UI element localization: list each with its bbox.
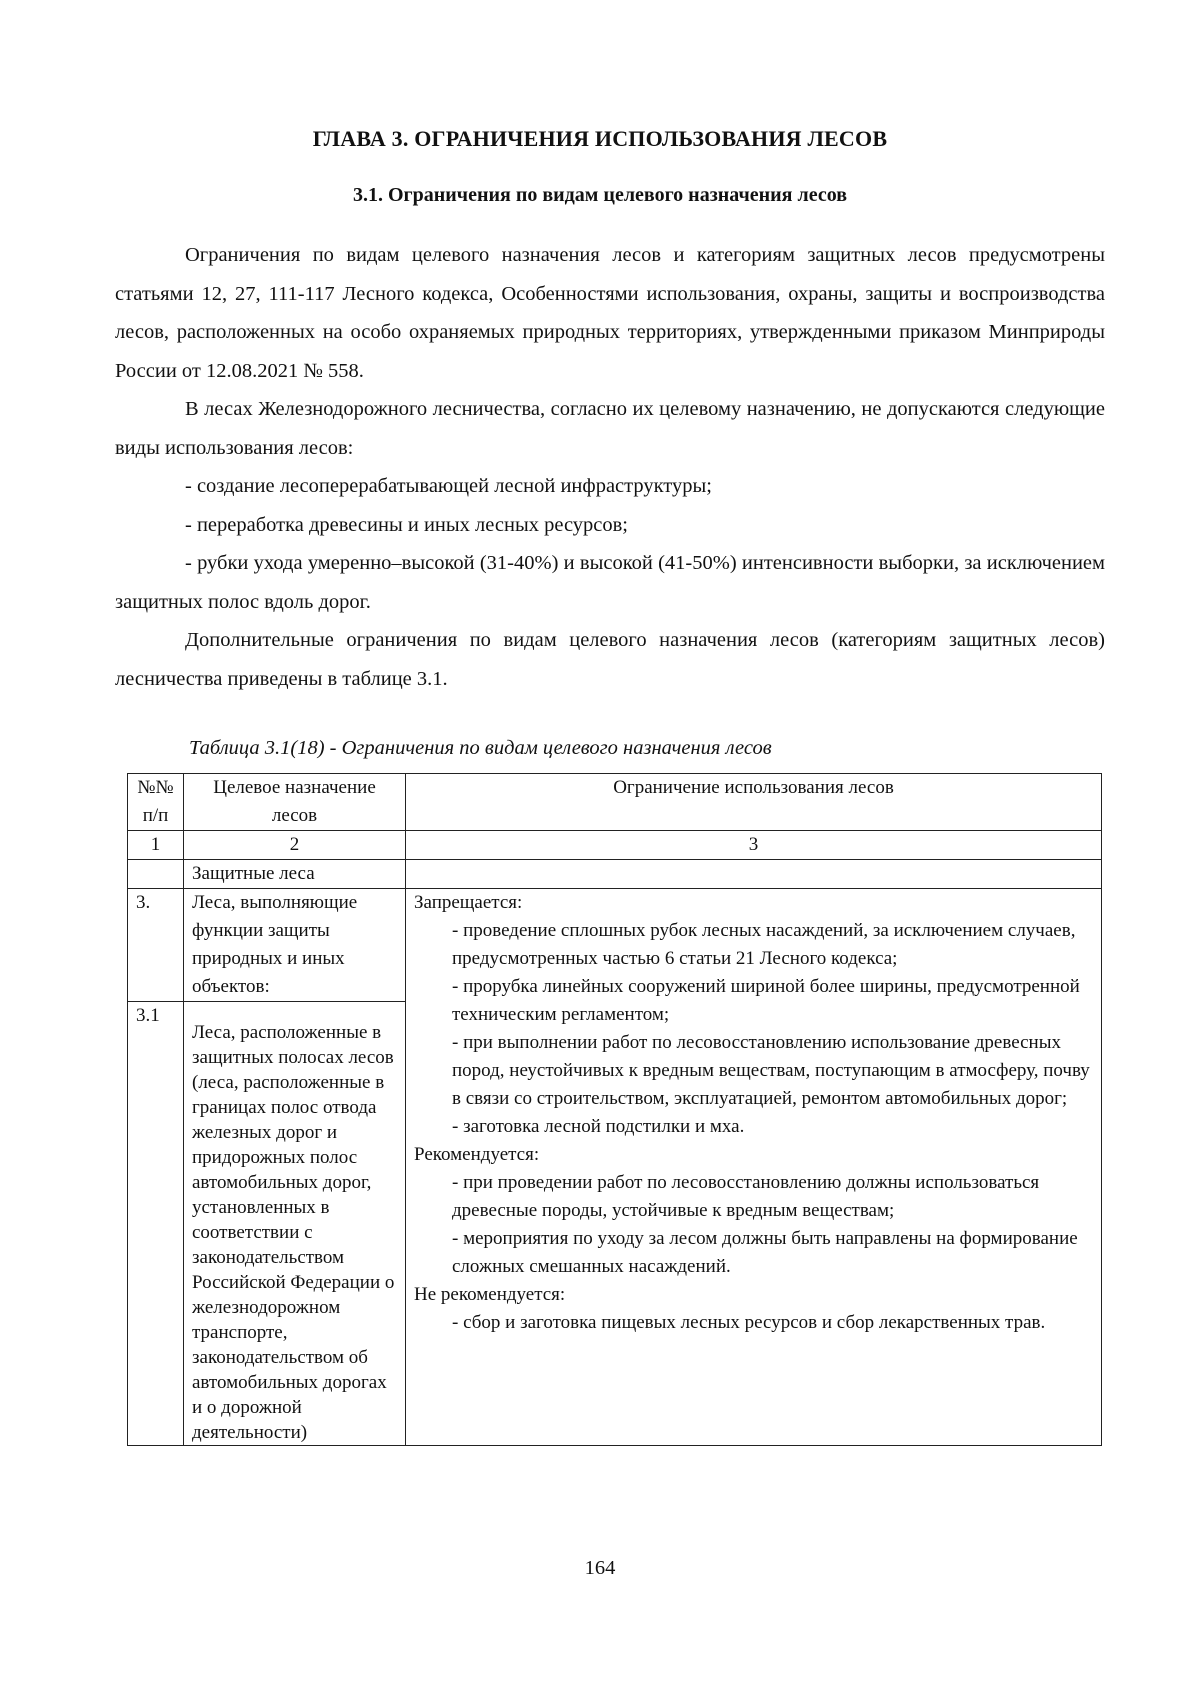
restriction-cell [406, 889, 1102, 1446]
page-number: 164 [584, 1557, 616, 1579]
restriction-item: - заготовка лесной подстилки и мха. [452, 1116, 745, 1137]
row-number: 3. [128, 889, 184, 1002]
paragraph-intro: Ограничения по видам целевого назначения лесов и категориям защитных лесов предусмотрены статьями 12, 27, 111-117 Лесного кодекса, Особенностями использования, охраны, защиты и воспроизводства лесов, расположенных на особо охраняемых природных территориях, утвержденными приказом Минприроды России от 12.08.2021 № 558. [115, 244, 1105, 382]
row-purpose: Леса, выполняющие функции защиты природных и иных объектов: [184, 889, 406, 1002]
paragraph-restrictions-lead: В лесах Железнодорожного лесничества, согласно их целевому назначению, не допускаются следующие виды использования лесов: [115, 398, 1105, 459]
table-header-row [128, 774, 1102, 831]
restriction-item: - проведение сплошных рубок лесных насаждений, за исключением случаев, предусмотренных частью 6 статьи 21 Лесного кодекса; [452, 920, 1076, 969]
restrictions-table [127, 773, 1102, 1446]
list-item: - переработка древесины и иных лесных ресурсов; [185, 513, 629, 536]
table-column-numbers-row [128, 831, 1102, 860]
recommendation-item: - при проведении работ по лесовосстановлению должны использоваться древесные породы, устойчивые к вредным веществам; [452, 1172, 1040, 1221]
recommendation-item: - мероприятия по уходу за лесом должны быть направлены на формирование сложных смешанных насаждений. [452, 1228, 1078, 1277]
list-item: - рубки ухода умеренно–высокой (31-40%) и высокой (41-50%) интенсивности выборки, за исключением защитных полос вдоль дорог. [115, 552, 1105, 613]
not-recommended-label: Не рекомендуется: [414, 1284, 566, 1305]
chapter-title: ГЛАВА 3. ОГРАНИЧЕНИЯ ИСПОЛЬЗОВАНИЯ ЛЕСОВ [312, 126, 888, 151]
row-number: 3.1 [128, 1002, 184, 1446]
body-text [115, 236, 1105, 698]
column-number: 2 [184, 831, 406, 860]
paragraph-table-reference: Дополнительные ограничения по видам целевого назначения лесов (категориям защитных лесов) лесничества приведены в таблице 3.1. [115, 629, 1105, 690]
table-group-row [128, 860, 1102, 889]
header-number: №№ п/п [128, 774, 184, 831]
restriction-item: - при выполнении работ по лесовосстановлению использование древесных пород, неустойчивых к вредным веществам, поступающим в атмосферу, почву в связи со строительством, эксплуатацией, ремонтом автомобильных дорог; [452, 1032, 1090, 1109]
not-recommended-item: - сбор и заготовка пищевых лесных ресурсов и сбор лекарственных трав. [452, 1312, 1046, 1333]
recommended-label: Рекомендуется: [414, 1144, 540, 1165]
group-label: Защитные леса [184, 860, 406, 889]
column-number: 3 [406, 831, 1102, 860]
section-title: 3.1. Ограничения по видам целевого назначения лесов [353, 184, 847, 206]
column-number: 1 [128, 831, 184, 860]
header-restriction: Ограничение использования лесов [406, 774, 1102, 831]
header-purpose: Целевое назначение лесов [184, 774, 406, 831]
table-caption: Таблица 3.1(18) - Ограничения по видам целевого назначения лесов [189, 737, 772, 759]
restriction-item: - прорубка линейных сооружений шириной более ширины, предусмотренной техническим регламентом; [452, 976, 1080, 1025]
row-purpose: Леса, расположенные в защитных полосах лесов (леса, расположенные в границах полос отвода железных дорог и придорожных полос автомобильных дорог, установленных в соответствии с законодательством Российской Федерации о железнодорожном транспорте, законодательством об автомобильных дорогах и о дорожной деятельности) [184, 1002, 406, 1446]
table-row [128, 889, 1102, 1002]
prohibited-label: Запрещается: [414, 892, 523, 913]
list-item: - создание лесоперерабатывающей лесной инфраструктуры; [185, 475, 712, 497]
